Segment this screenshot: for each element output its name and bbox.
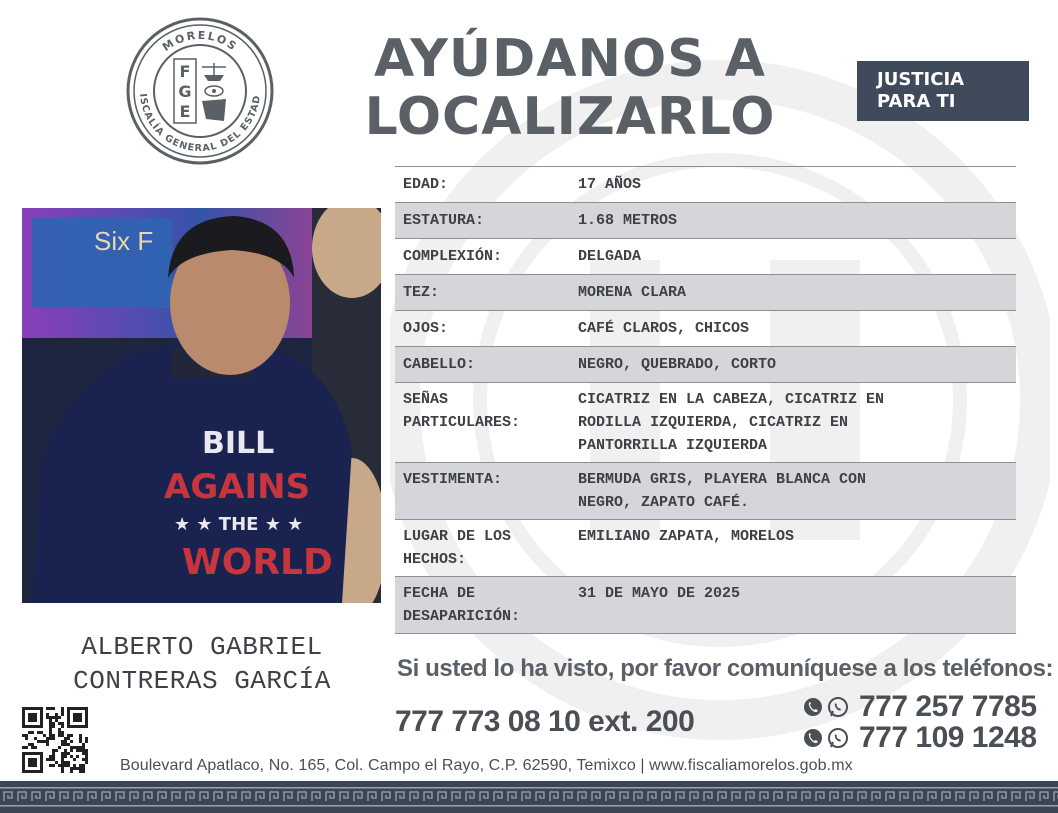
seal-ring-text: ISCALÍA GENERAL DEL ESTAD	[137, 93, 263, 155]
fact-label	[395, 239, 570, 275]
fact-label-line: VESTIMENTA:	[403, 471, 503, 488]
headline-line2: LOCALIZARLO	[364, 87, 776, 147]
phone-icon	[803, 728, 823, 748]
fact-value	[570, 167, 1016, 203]
person-name-line1: ALBERTO GABRIEL	[81, 632, 323, 662]
fact-value-line: 1.68 METROS	[578, 212, 678, 229]
fact-row	[395, 311, 1016, 347]
phone-row-1	[803, 690, 1037, 724]
description-table	[395, 166, 1016, 634]
fact-value-line: MORENA CLARA	[578, 284, 687, 301]
fact-value-line: EMILIANO ZAPATA, MORELOS	[578, 528, 795, 545]
phone-row-2	[803, 721, 1037, 755]
footer-address: Boulevard Apatlaco, No. 165, Col. Campo el Rayo, C.P. 62590, Temixco | www.fiscaliamorelos.gob.mx	[120, 757, 853, 774]
fact-value	[570, 383, 1016, 463]
fact-value	[570, 203, 1016, 239]
fact-label-line: HECHOS:	[403, 551, 467, 568]
seal-letter-e: E	[179, 102, 191, 121]
justicia-badge	[857, 61, 1029, 121]
fact-value-line: BERMUDA GRIS, PLAYERA BLANCA CON	[578, 471, 867, 488]
fact-value	[570, 463, 1016, 520]
fact-label-line: EDAD:	[403, 176, 449, 193]
seal-top-text: MORELOS	[160, 28, 241, 54]
fact-value	[570, 520, 1016, 577]
phone-icon	[803, 697, 823, 717]
person-name	[22, 630, 382, 698]
shirt-text-2: AGAINS	[164, 467, 311, 507]
fact-row	[395, 577, 1016, 634]
fact-label	[395, 347, 570, 383]
shirt-text-4: WORLD	[182, 542, 333, 583]
fact-value	[570, 347, 1016, 383]
fact-row	[395, 520, 1016, 577]
person-name-line2: CONTRERAS GARCÍA	[73, 666, 331, 696]
shirt-text-3: ★ ★ THE ★ ★	[174, 514, 304, 535]
fact-label-line: PARTICULARES:	[403, 414, 521, 431]
fact-label	[395, 463, 570, 520]
fact-row	[395, 167, 1016, 203]
call-to-action: Si usted lo ha visto, por favor comuníquese a los teléfonos:	[397, 655, 1054, 682]
headline-line1: AYÚDANOS A	[373, 29, 767, 89]
fact-label	[395, 275, 570, 311]
office-phone: 777 773 08 10 ext. 200	[395, 705, 695, 738]
fact-row	[395, 203, 1016, 239]
bottom-decorative-band	[0, 781, 1058, 813]
fact-row	[395, 347, 1016, 383]
fact-value	[570, 275, 1016, 311]
fact-value-line: NEGRO, ZAPATO CAFÉ.	[578, 494, 750, 511]
seal-letter-f: F	[179, 62, 191, 81]
fact-label-line: CABELLO:	[403, 356, 476, 373]
headline	[330, 30, 810, 146]
fact-value	[570, 577, 1016, 634]
fact-label	[395, 383, 570, 463]
fact-label	[395, 311, 570, 347]
missing-person-photo	[22, 208, 381, 603]
fact-label-line: SEÑAS	[403, 391, 449, 408]
fact-value-line: 31 DE MAYO DE 2025	[578, 585, 741, 602]
fact-value-line: CAFÉ CLAROS, CHICOS	[578, 320, 750, 337]
fact-value	[570, 239, 1016, 275]
fact-value-line: RODILLA IZQUIERDA, CICATRIZ EN	[578, 414, 849, 431]
fact-label-line: ESTATURA:	[403, 212, 485, 229]
fact-label	[395, 520, 570, 577]
fact-row	[395, 275, 1016, 311]
fge-seal-logo	[126, 17, 274, 165]
shirt-text-1: BILL	[202, 426, 275, 461]
fact-value-line: DELGADA	[578, 248, 642, 265]
fact-row	[395, 239, 1016, 275]
fact-value-line: NEGRO, QUEBRADO, CORTO	[578, 356, 777, 373]
phone-number-2: 777 109 1248	[859, 721, 1037, 754]
fact-label-line: OJOS:	[403, 320, 449, 337]
qr-code[interactable]	[22, 707, 88, 773]
fact-label-line: TEZ:	[403, 284, 440, 301]
whatsapp-icon	[827, 727, 849, 749]
fact-row	[395, 383, 1016, 463]
badge-line2: PARA TI	[877, 91, 956, 112]
fact-label	[395, 203, 570, 239]
seal-letter-g: G	[178, 82, 192, 101]
phone-number-1: 777 257 7785	[859, 690, 1037, 723]
fact-label-line: COMPLEXIÓN:	[403, 248, 503, 265]
fact-value-line: PANTORRILLA IZQUIERDA	[578, 437, 768, 454]
whatsapp-icon	[827, 696, 849, 718]
fact-row	[395, 463, 1016, 520]
fact-label	[395, 167, 570, 203]
fact-value	[570, 311, 1016, 347]
photo-sign-text: Six F	[94, 226, 154, 256]
fact-value-line: 17 AÑOS	[578, 176, 642, 193]
fact-label-line: DESAPARICIÓN:	[403, 608, 521, 625]
badge-line1: JUSTICIA	[877, 69, 965, 90]
fact-label-line: FECHA DE	[403, 585, 476, 602]
fact-label	[395, 577, 570, 634]
fact-label-line: LUGAR DE LOS	[403, 528, 512, 545]
fact-value-line: CICATRIZ EN LA CABEZA, CICATRIZ EN	[578, 391, 885, 408]
